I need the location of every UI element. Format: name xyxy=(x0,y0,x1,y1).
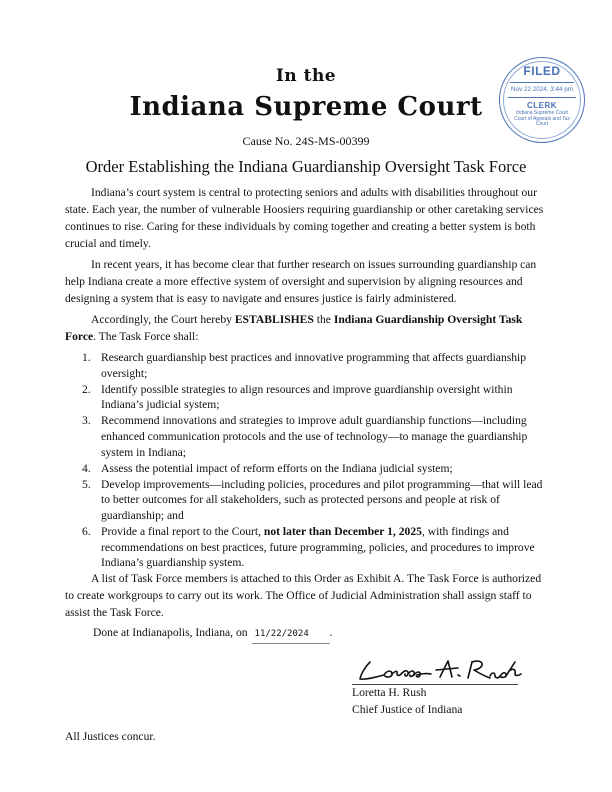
court-name-heading: Indiana Supreme Court xyxy=(129,92,483,122)
done-at-period: . xyxy=(329,626,333,639)
paragraph-intro-text: Indiana’s court system is central to protecting seniors and adults with disabilities throughout our state. Each year, the number of vulnerable Hoosiers requiring guardianship or other caretaking services continues to rise. Caring for these individuals by coming together and creating a better system is both crucial and timely. xyxy=(65,186,544,250)
cause-number: Cause No. 24S-MS-00399 xyxy=(242,134,370,148)
list-item xyxy=(82,461,544,477)
paragraph-establishes xyxy=(65,311,547,345)
list-item xyxy=(82,350,544,381)
stamp-clerk-label: CLERK xyxy=(526,101,558,110)
stamp-filed-label: FILED xyxy=(523,64,561,78)
concurrence-note: All Justices concur. xyxy=(65,730,156,743)
list-item-number: 2. xyxy=(82,382,91,396)
list-item-number: 1. xyxy=(82,351,91,364)
list-item-text-after: , with findings and recommendations on best practices, future programming, policies, and procedures to improve Indiana’s guardianship system. xyxy=(101,525,535,570)
list-item-number: 3. xyxy=(82,414,91,428)
stamp-divider xyxy=(508,97,576,98)
paragraph-research xyxy=(65,256,547,307)
list-item xyxy=(82,382,544,413)
task-list xyxy=(82,350,544,571)
list-item-text: Identify possible strategies to align resources and improve guardianship oversight within Indiana’s judicial system; xyxy=(101,382,513,412)
list-item-text: Recommend innovations and strategies to improve adult guardianship functions—including enhanced communication protocols and the use of technology—to manage the guardianship system in Indiana; xyxy=(101,414,528,459)
list-item xyxy=(82,524,544,571)
done-at-text: Done at Indianapolis, Indiana, on xyxy=(93,626,248,639)
list-item-text: Develop improvements—including policies, procedures and pilot programming—that will lead to better outcomes for all stakeholders, such as protected persons and people at risk of guardianship; and xyxy=(101,477,543,522)
signature-image xyxy=(356,657,546,685)
chief-justice-name: Loretta H. Rush xyxy=(352,686,427,699)
report-deadline: not later than December 1, 2025 xyxy=(263,525,422,539)
list-item-number: 4. xyxy=(82,461,91,475)
task-force-name: Indiana Guardianship Oversight Task Force xyxy=(65,313,523,343)
list-item-text: Provide a final report to the Court, xyxy=(101,525,264,539)
court-header-in-the: In the xyxy=(275,66,337,86)
list-item-number: 5. xyxy=(82,477,91,491)
paragraph-research-text: In recent years, it has become clear that further research on issues surrounding guardianship can help Indiana create a more effective system of oversight and supervision by aligning resources and designing a system that is easy to navigate and ensures justice is fairly administered. xyxy=(65,258,537,305)
list-item-text: Research guardianship best practices and innovative programming that affects guardianship oversight; xyxy=(101,351,527,380)
list-item xyxy=(82,413,544,460)
done-at-line xyxy=(93,624,332,644)
establishes-text-before: Accordingly, the Court hereby xyxy=(91,313,235,326)
list-item-number: 6. xyxy=(82,525,91,539)
establishes-text-middle: the xyxy=(313,313,334,326)
order-title: Order Establishing the Indiana Guardianship Oversight Task Force xyxy=(85,157,527,176)
list-item xyxy=(82,477,544,524)
stamp-date: Nov 22 2024, 3:44 pm xyxy=(511,86,573,93)
paragraph-exhibit xyxy=(65,570,547,621)
establishes-text-after: . The Task Force shall: xyxy=(93,330,199,343)
date-field: 11/22/2024 xyxy=(252,626,330,644)
paragraph-exhibit-text: A list of Task Force members is attached to this Order as Exhibit A. The Task Force is authorized to create workgroups to carry out its work. The Office of Judicial Administration shall assign staff to assist the Task Force. xyxy=(65,572,542,619)
establishes-bold-keyword: ESTABLISHES xyxy=(234,313,314,326)
stamp-divider xyxy=(510,82,574,83)
filed-stamp xyxy=(499,57,585,143)
chief-justice-title: Chief Justice of Indiana xyxy=(352,703,463,716)
list-item-text: Assess the potential impact of reform efforts on the Indiana judicial system; xyxy=(101,461,453,475)
stamp-office: Indiana Supreme Court Court of Appeals and Tax Court xyxy=(514,110,570,128)
paragraph-intro xyxy=(65,184,547,252)
